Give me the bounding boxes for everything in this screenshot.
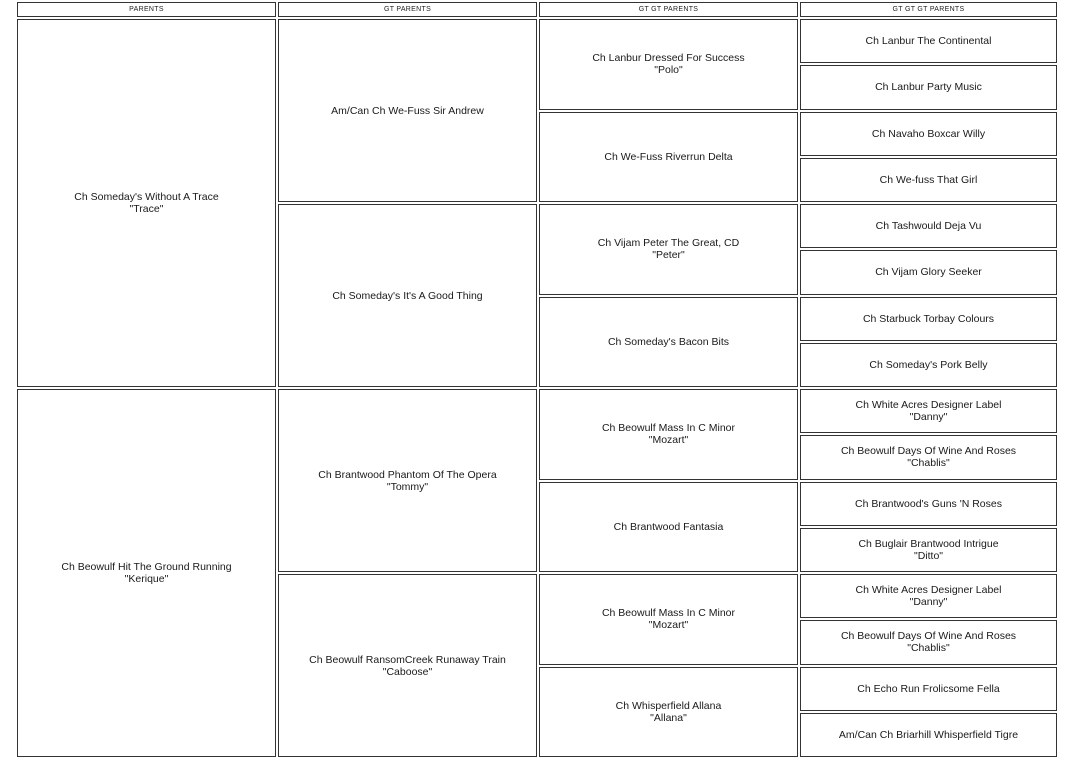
- call-name: "Caboose": [382, 665, 433, 678]
- dog-name: Am/Can Ch We-Fuss Sir Andrew: [331, 104, 484, 117]
- gt-gt-gt-parent-cell: [800, 528, 1057, 572]
- gt-gt-gt-parent-cell: [800, 297, 1057, 341]
- dog-name: Ch Lanbur Party Music: [875, 81, 982, 94]
- call-name: "Mozart": [648, 434, 689, 447]
- gt-gt-parent-cell: [539, 204, 798, 295]
- gt-gt-gt-parent-cell: [800, 158, 1057, 202]
- dog-name: Ch Navaho Boxcar Willy: [871, 127, 986, 140]
- call-name: "Chablis": [907, 457, 950, 470]
- dog-name: Ch Someday's Without A Trace: [74, 191, 219, 203]
- gt-gt-gt-parent-cell: [800, 65, 1057, 109]
- pedigree-chart: [16, 2, 1058, 758]
- call-name: "Allana": [650, 711, 687, 724]
- gt-gt-gt-parent-cell: [800, 574, 1057, 618]
- dog-name: Ch Lanbur Dressed For Success: [592, 52, 745, 65]
- dog-name: Ch Lanbur The Continental: [865, 35, 992, 48]
- gt-gt-parent-cell: [539, 574, 798, 665]
- gt-gt-gt-parent-cell: [800, 620, 1057, 664]
- call-name: "Trace": [129, 203, 164, 215]
- dog-name: Ch White Acres Designer Label: [855, 399, 1002, 412]
- header-gt-parents: GT PARENTS: [278, 2, 537, 17]
- dog-name: Ch Someday's Pork Belly: [869, 358, 988, 371]
- dog-name: Ch Vijam Glory Seeker: [875, 266, 982, 279]
- parent-dam: [17, 389, 276, 757]
- dog-name: Ch Beowulf Mass In C Minor: [601, 422, 736, 435]
- call-name: "Danny": [909, 596, 948, 609]
- call-name: "Ditto": [913, 549, 944, 562]
- dog-name: Ch Someday's Bacon Bits: [607, 335, 730, 348]
- dog-name: Ch We-fuss That Girl: [879, 173, 978, 186]
- gt-gt-parent-cell: [539, 667, 798, 758]
- gt-gt-parent-cell: [539, 389, 798, 480]
- dog-name: Ch We-Fuss Riverrun Delta: [604, 150, 733, 163]
- gt-gt-gt-parent-cell: [800, 713, 1057, 757]
- call-name: "Danny": [909, 411, 948, 424]
- dog-name: Ch White Acres Designer Label: [855, 584, 1002, 597]
- gt-gt-gt-parent-cell: [800, 343, 1057, 387]
- header-gt-gt-gt-parents: GT GT GT PARENTS: [800, 2, 1057, 17]
- header-gt-gt-parents: GT GT PARENTS: [539, 2, 798, 17]
- gt-gt-gt-parent-cell: [800, 435, 1057, 479]
- call-name: "Kerique": [124, 573, 169, 585]
- gt-parent-cell: [278, 389, 537, 572]
- call-name: "Tommy": [386, 480, 429, 493]
- call-name: "Polo": [654, 64, 683, 77]
- dog-name: Am/Can Ch Briarhill Whisperfield Tigre: [838, 728, 1019, 741]
- gt-gt-gt-parent-cell: [800, 19, 1057, 63]
- call-name: "Chablis": [907, 642, 950, 655]
- header-parents: PARENTS: [17, 2, 276, 17]
- call-name: "Mozart": [648, 619, 689, 632]
- parent-sire: [17, 19, 276, 387]
- dog-name: Ch Beowulf Mass In C Minor: [601, 607, 736, 620]
- gt-gt-gt-parent-cell: [800, 112, 1057, 156]
- gt-gt-gt-parent-cell: [800, 667, 1057, 711]
- dog-name: Ch Brantwood Fantasia: [613, 520, 724, 533]
- call-name: "Peter": [652, 249, 685, 262]
- gt-gt-gt-parent-cell: [800, 250, 1057, 294]
- dog-name: Ch Starbuck Torbay Colours: [862, 312, 995, 325]
- gt-parent-cell: [278, 204, 537, 387]
- dog-name: Ch Tashwould Deja Vu: [875, 220, 982, 233]
- gt-parent-cell: [278, 574, 537, 757]
- dog-name: Ch Beowulf RansomCreek Runaway Train: [309, 653, 506, 666]
- dog-name: Ch Echo Run Frolicsome Fella: [857, 682, 1000, 695]
- dog-name: Ch Brantwood Phantom Of The Opera: [318, 468, 497, 481]
- gt-gt-gt-parent-cell: [800, 389, 1057, 433]
- gt-gt-gt-parent-cell: [800, 482, 1057, 526]
- dog-name: Ch Vijam Peter The Great, CD: [597, 237, 740, 250]
- dog-name: Ch Buglair Brantwood Intrigue: [858, 537, 999, 550]
- gt-parent-cell: [278, 19, 537, 202]
- gt-gt-parent-cell: [539, 19, 798, 110]
- gt-gt-parent-cell: [539, 482, 798, 573]
- gt-gt-parent-cell: [539, 297, 798, 388]
- gt-gt-parent-cell: [539, 112, 798, 203]
- dog-name: Ch Someday's It's A Good Thing: [332, 289, 483, 302]
- gt-gt-gt-parent-cell: [800, 204, 1057, 248]
- dog-name: Ch Beowulf Days Of Wine And Roses: [840, 445, 1017, 458]
- dog-name: Ch Beowulf Hit The Ground Running: [61, 561, 232, 573]
- dog-name: Ch Brantwood's Guns 'N Roses: [855, 497, 1002, 510]
- dog-name: Ch Whisperfield Allana: [615, 699, 722, 712]
- dog-name: Ch Beowulf Days Of Wine And Roses: [840, 630, 1017, 643]
